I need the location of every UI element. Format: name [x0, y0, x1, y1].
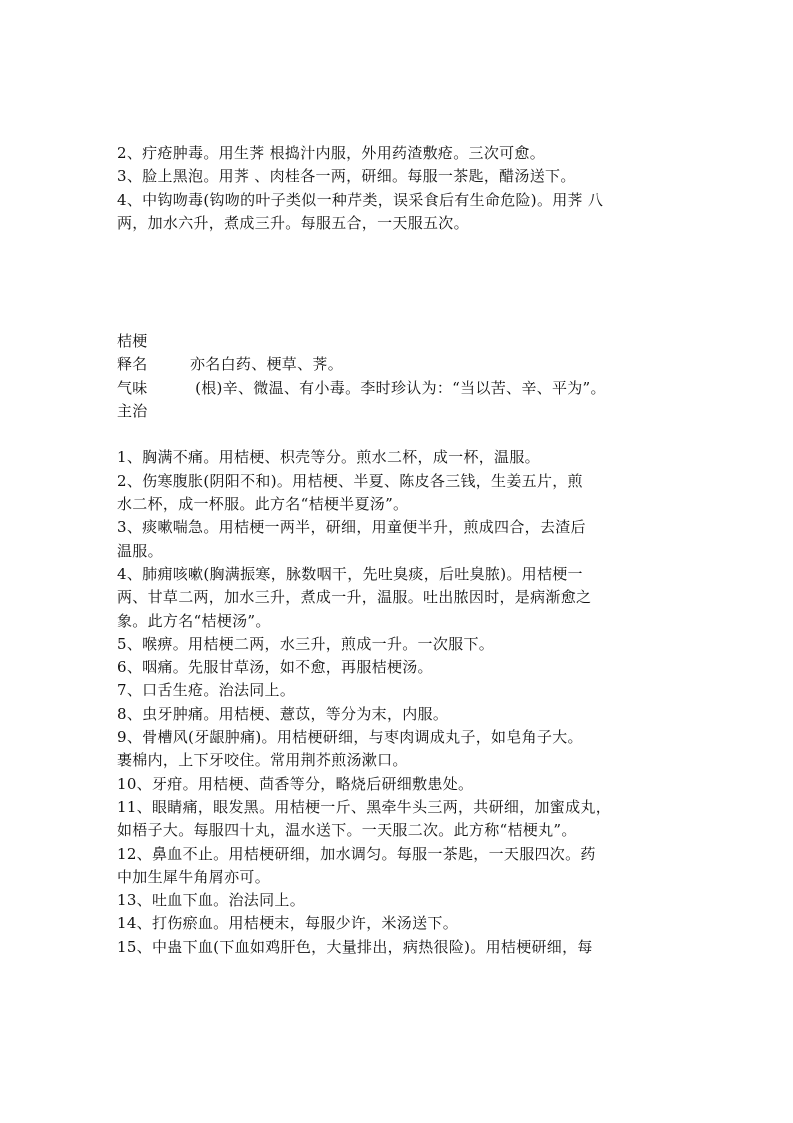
prescription-list-ji	[117, 142, 692, 235]
text-line: 3、痰嗽喘急。用桔梗一两半，研细，用童便半升，煎成四合，去渣后	[117, 518, 586, 537]
release-name-row	[117, 353, 692, 376]
text-line: 8、虫牙肿痛。用桔梗、薏苡，等分为末，内服。	[117, 704, 449, 723]
release-name-text: 亦名白药、梗草、荠。	[190, 355, 344, 374]
text-line: 12、鼻血不止。用桔梗研细，加水调匀。每服一茶匙，一天服四次。药	[117, 844, 596, 863]
text-line: 15、中蛊下血(下血如鸡肝色，大量排出，病热很险)。用桔梗研细，每	[117, 937, 593, 956]
indications-label: 主治	[117, 401, 148, 420]
text-line: 13、吐血下血。治法同上。	[117, 891, 305, 910]
text-line: 2、伤寒腹胀(阴阳不和)。用桔梗、半夏、陈皮各三钱，生姜五片，煎	[117, 471, 583, 490]
release-name-label: 释名	[117, 355, 148, 374]
text-line: 象。此方名“桔梗汤”。	[117, 611, 271, 630]
text-line: 6、咽痛。先服甘草汤，如不愈，再服桔梗汤。	[117, 658, 433, 677]
text-line: 2、疔疮肿毒。用生荠 根捣汁内服，外用药渣敷疮。三次可愈。	[117, 144, 546, 162]
text-line: 7、口舌生疮。治法同上。	[117, 681, 296, 700]
text-line: 11、眼睛痛，眼发黑。用桔梗一斤、黑牵牛头三两，共研细，加蜜成丸，	[117, 797, 611, 816]
text-line: 水二杯，成一杯服。此方名“桔梗半夏汤”。	[117, 495, 409, 514]
text-line: 温服。	[117, 541, 163, 560]
text-line: 4、中钩吻毒(钩吻的叶子类似一种芹类，误采食后有生命危险)。用荠 八	[117, 190, 604, 209]
text-line: 如梧子大。每服四十丸，温水送下。一天服二次。此方称“桔梗丸”。	[117, 821, 577, 840]
blank-line	[117, 423, 692, 446]
text-line: 裹棉内，上下牙咬住。常用荆芥煎汤漱口。	[117, 751, 408, 770]
text-line: 5、喉痹。用桔梗二两，水三升，煎成一升。一次服下。	[117, 634, 495, 653]
text-line: 1、胸满不痛。用桔梗、枳壳等分。煎水二杯，成一杯，温服。	[117, 448, 540, 467]
qi-wei-text: (根)辛、微温、有小毒。李时珍认为：“当以苦、辛、平为”。	[190, 378, 606, 397]
text-line: 两、甘草二两，加水三升，煮成一升，温服。吐出脓因时，是病渐愈之	[117, 588, 592, 607]
text-line: 两，加水六升，煮成三升。每服五合，一天服五次。	[117, 213, 469, 232]
entry-title: 桔梗	[117, 332, 148, 350]
qi-wei-row	[117, 377, 692, 400]
text-line: 14、打伤瘀血。用桔梗末，每服少许，米汤送下。	[117, 914, 458, 933]
qi-wei-label: 气味	[117, 378, 148, 397]
text-line: 3、脸上黑泡。用荠 、肉桂各一两，研细。每服一茶匙，醋汤送下。	[117, 167, 576, 186]
text-line: 10、牙疳。用桔梗、茴香等分，略烧后研细敷患处。	[117, 774, 474, 793]
text-line: 4、肺痈咳嗽(胸满振寒，脉数咽干，先吐臭痰，后吐臭脓)。用桔梗一	[117, 564, 583, 583]
text-line: 9、骨槽风(牙龈肿痛)。用桔梗研细，与枣肉调成丸子，如皂角子大。	[117, 728, 583, 747]
entry-jiegeng	[117, 330, 692, 959]
text-line: 中加生犀牛角屑亦可。	[117, 867, 271, 886]
